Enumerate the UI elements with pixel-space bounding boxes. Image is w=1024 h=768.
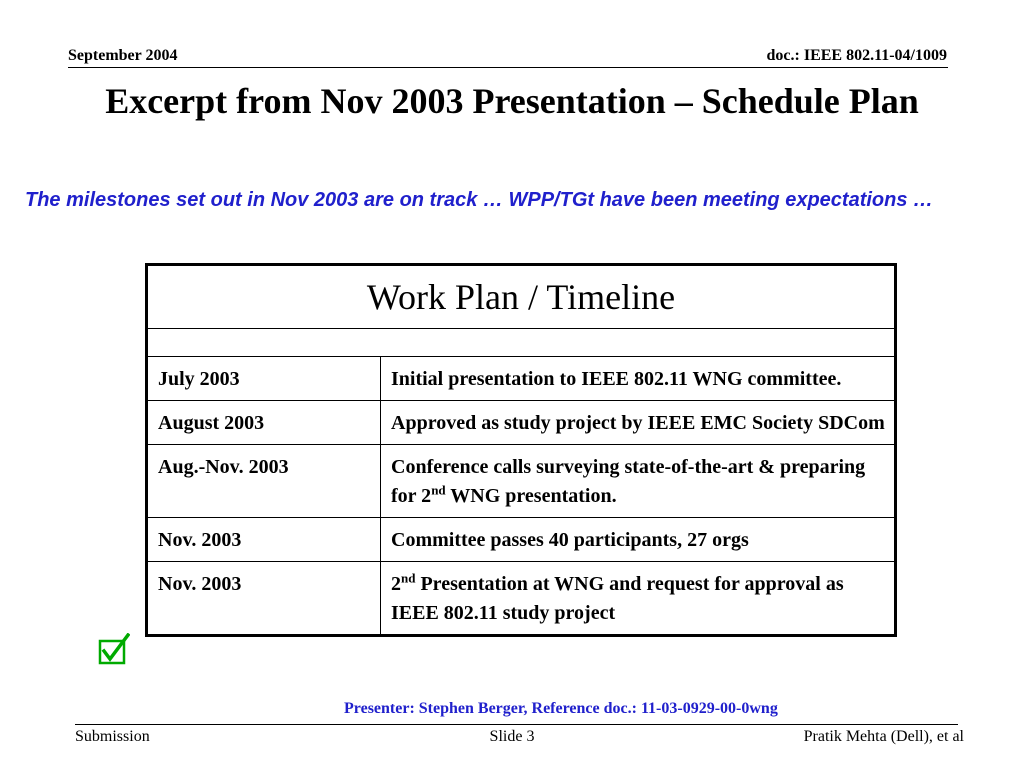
checkbox-checked-icon xyxy=(98,633,130,665)
ordinal-suffix: nd xyxy=(431,482,446,498)
footer-slide-number: Slide 3 xyxy=(489,728,535,745)
row-date: August 2003 xyxy=(147,401,381,445)
footer-divider xyxy=(75,724,958,725)
row-date: July 2003 xyxy=(147,357,381,401)
desc-text: Presentation at WNG and request for approval as IEEE 802.11 study project xyxy=(391,573,844,624)
header-doc-id: doc.: IEEE 802.11-04/1009 xyxy=(766,47,947,64)
ordinal-suffix: nd xyxy=(401,570,416,586)
desc-text: Conference calls surveying state-of-the-art & preparing for 2 xyxy=(391,456,866,507)
table-blank-row xyxy=(147,329,896,357)
row-date: Nov. 2003 xyxy=(147,562,381,636)
table-row xyxy=(147,401,896,445)
header-divider xyxy=(68,67,948,68)
row-description: Approved as study project by IEEE EMC Society SDCom xyxy=(381,401,896,445)
slide-title: Excerpt from Nov 2003 Presentation – Schedule Plan xyxy=(105,81,919,121)
table-row xyxy=(147,445,896,518)
blank-cell xyxy=(147,329,896,357)
row-description xyxy=(381,445,896,518)
table-row xyxy=(147,562,896,636)
table-row xyxy=(147,357,896,401)
desc-text: 2 xyxy=(391,573,401,595)
slide-subtitle: The milestones set out in Nov 2003 are on track … WPP/TGt have been meeting expectations … xyxy=(25,189,934,211)
row-description: Initial presentation to IEEE 802.11 WNG committee. xyxy=(381,357,896,401)
row-date: Aug.-Nov. 2003 xyxy=(147,445,381,518)
presenter-reference: Presenter: Stephen Berger, Reference doc.: 11-03-0929-00-0wng xyxy=(344,700,778,717)
row-date: Nov. 2003 xyxy=(147,518,381,562)
table-heading: Work Plan / Timeline xyxy=(147,265,896,329)
header-date: September 2004 xyxy=(68,47,178,64)
table-row xyxy=(147,518,896,562)
row-description: Committee passes 40 participants, 27 orgs xyxy=(381,518,896,562)
work-plan-table xyxy=(145,263,897,637)
desc-text: WNG presentation. xyxy=(445,485,617,507)
row-description xyxy=(381,562,896,636)
footer-author: Pratik Mehta (Dell), et al xyxy=(803,728,964,745)
footer-submission: Submission xyxy=(75,728,150,745)
table-heading-row xyxy=(147,265,896,329)
